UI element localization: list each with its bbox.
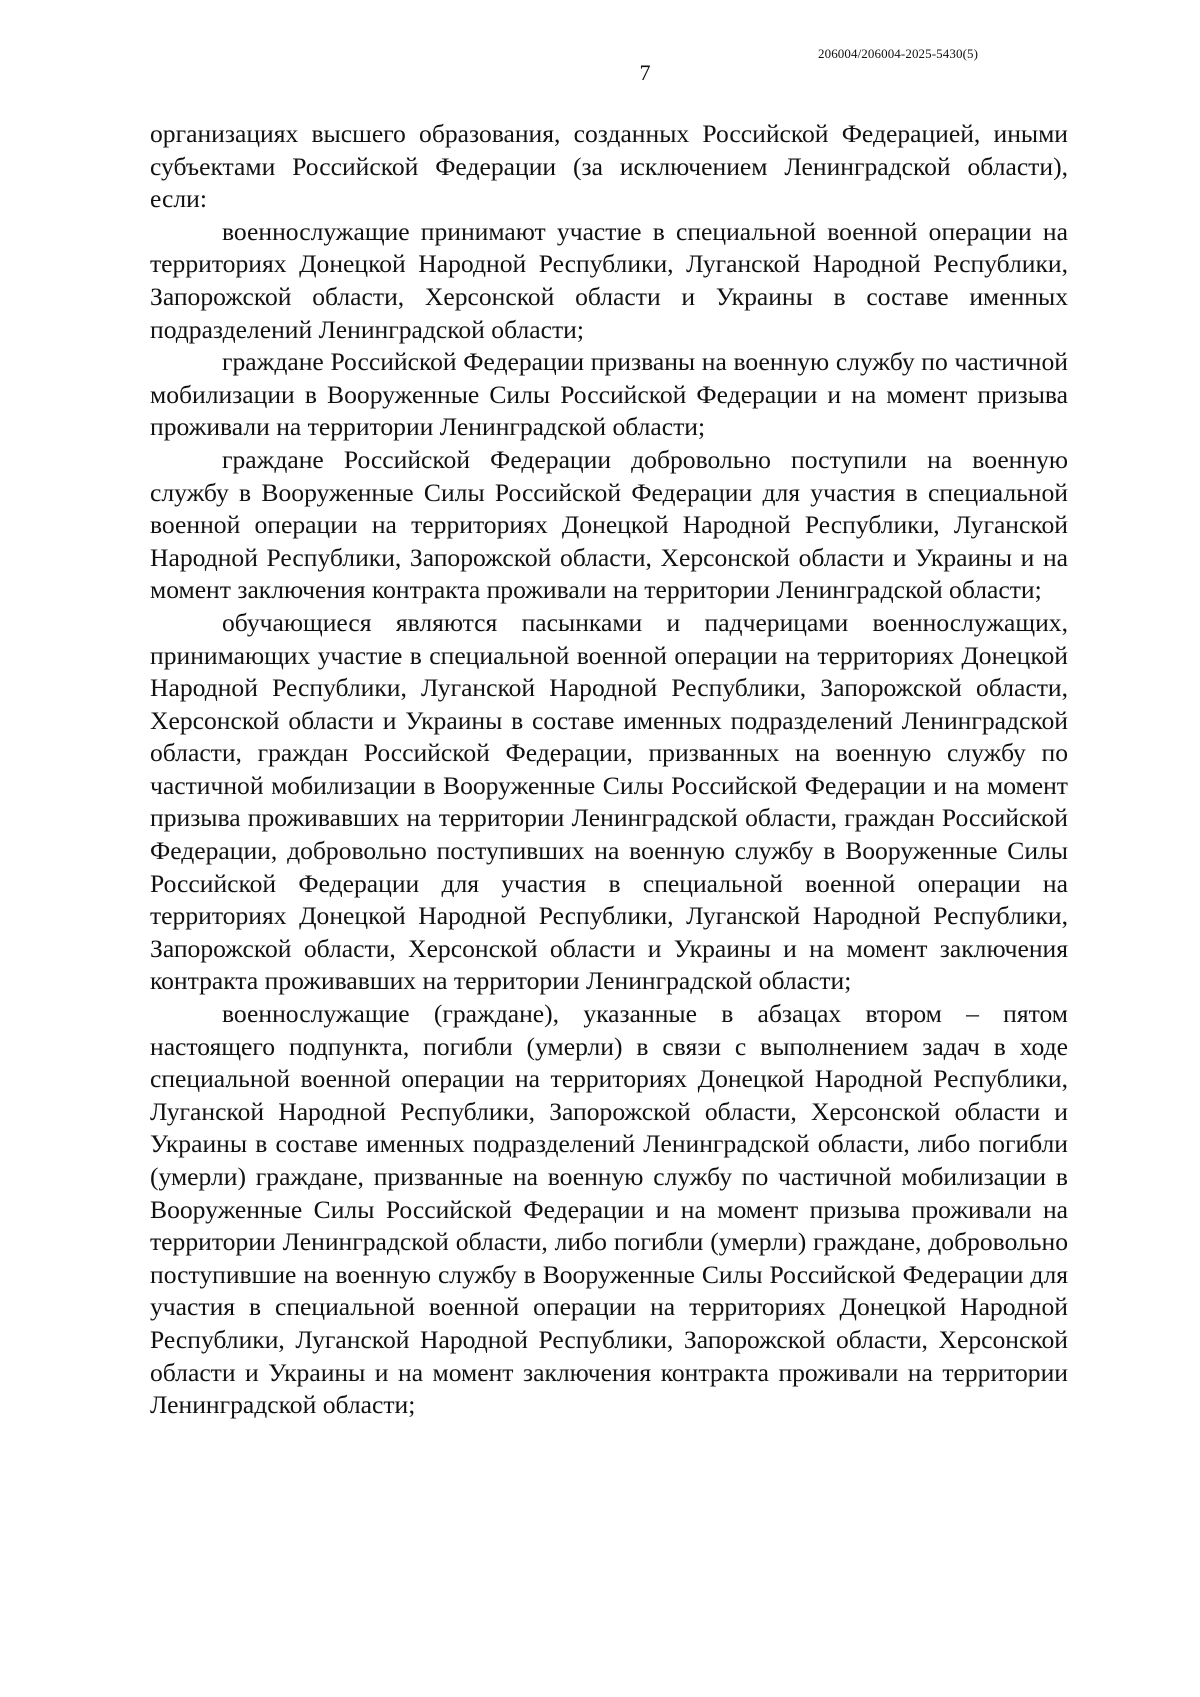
paragraph-mobilized-citizens: граждане Российской Федерации призваны на военную службу по частичной мобилизации в Вооруженные Силы Российской Федерации и на момент призыва проживали на территории Ленинградской области; (150, 347, 1068, 442)
paragraph-deceased-servicemen: военнослужащие (граждане), указанные в абзацах втором – пятом настоящего подпункта, погибли (умерли) в связи с выполнением задач в ходе специальной военной операции на территориях Донецкой Народной Республики, Луганской Народной Республики, Запорожской области, Херсонской области и Украины в составе именных подразделений Ленинградской области, либо погибли (умерли) граждане, призванные на военную службу по частичной мобилизации в Вооруженные Силы Российской Федерации и на момент призыва проживали на территории Ленинградской области, либо погибли (умерли) граждане, добровольно поступившие на военную службу в Вооруженные Силы Российской Федерации для участия в специальной военной операции на территориях Донецкой Народной Республики, Луганской Народной Республики, Запорожской области, Херсонской области и Украины и на момент заключения контракта проживали на территории Ленинградской области; (150, 999, 1068, 1420)
paragraph-volunteer-citizens: граждане Российской Федерации добровольно поступили на военную службу в Вооруженные Силы Российской Федерации для участия в специальной военной операции на территориях Донецкой Народной Республики, Луганской Народной Республики, Запорожской области, Херсонской области и Украины и на момент заключения контракта проживали на территории Ленинградской области; (150, 444, 1068, 605)
page-number: 7 (639, 60, 651, 85)
paragraph-servicemen-named-units: военнослужащие принимают участие в специальной военной операции на территориях Донецкой Народной Республики, Луганской Народной Республики, Запорожской области, Херсонской области и Украины в составе именных подразделений Ленинградской области; (150, 216, 1068, 344)
paragraph-continuation: организациях высшего образования, созданных Российской Федерацией, иными субъектами Российской Федерации (за исключением Ленинградской области), если: (150, 119, 1068, 214)
document-body (150, 118, 1068, 1422)
document-id: 206004/206004-2025-5430(5) (818, 46, 979, 61)
paragraph-stepchildren: обучающиеся являются пасынками и падчерицами военнослужащих, принимающих участие в специальной военной операции на территориях Донецкой Народной Республики, Луганской Народной Республики, Запорожской области, Херсонской области и Украины в составе именных подразделений Ленинградской области, граждан Российской Федерации, призванных на военную службу по частичной мобилизации в Вооруженные Силы Российской Федерации и на момент призыва проживавших на территории Ленинградской области, граждан Российской Федерации, добровольно поступивших на военную службу в Вооруженные Силы Российской Федерации для участия в специальной военной операции на территориях Донецкой Народной Республики, Луганской Народной Республики, Запорожской области, Херсонской области и Украины и на момент заключения контракта проживавших на территории Ленинградской области; (150, 607, 1068, 996)
